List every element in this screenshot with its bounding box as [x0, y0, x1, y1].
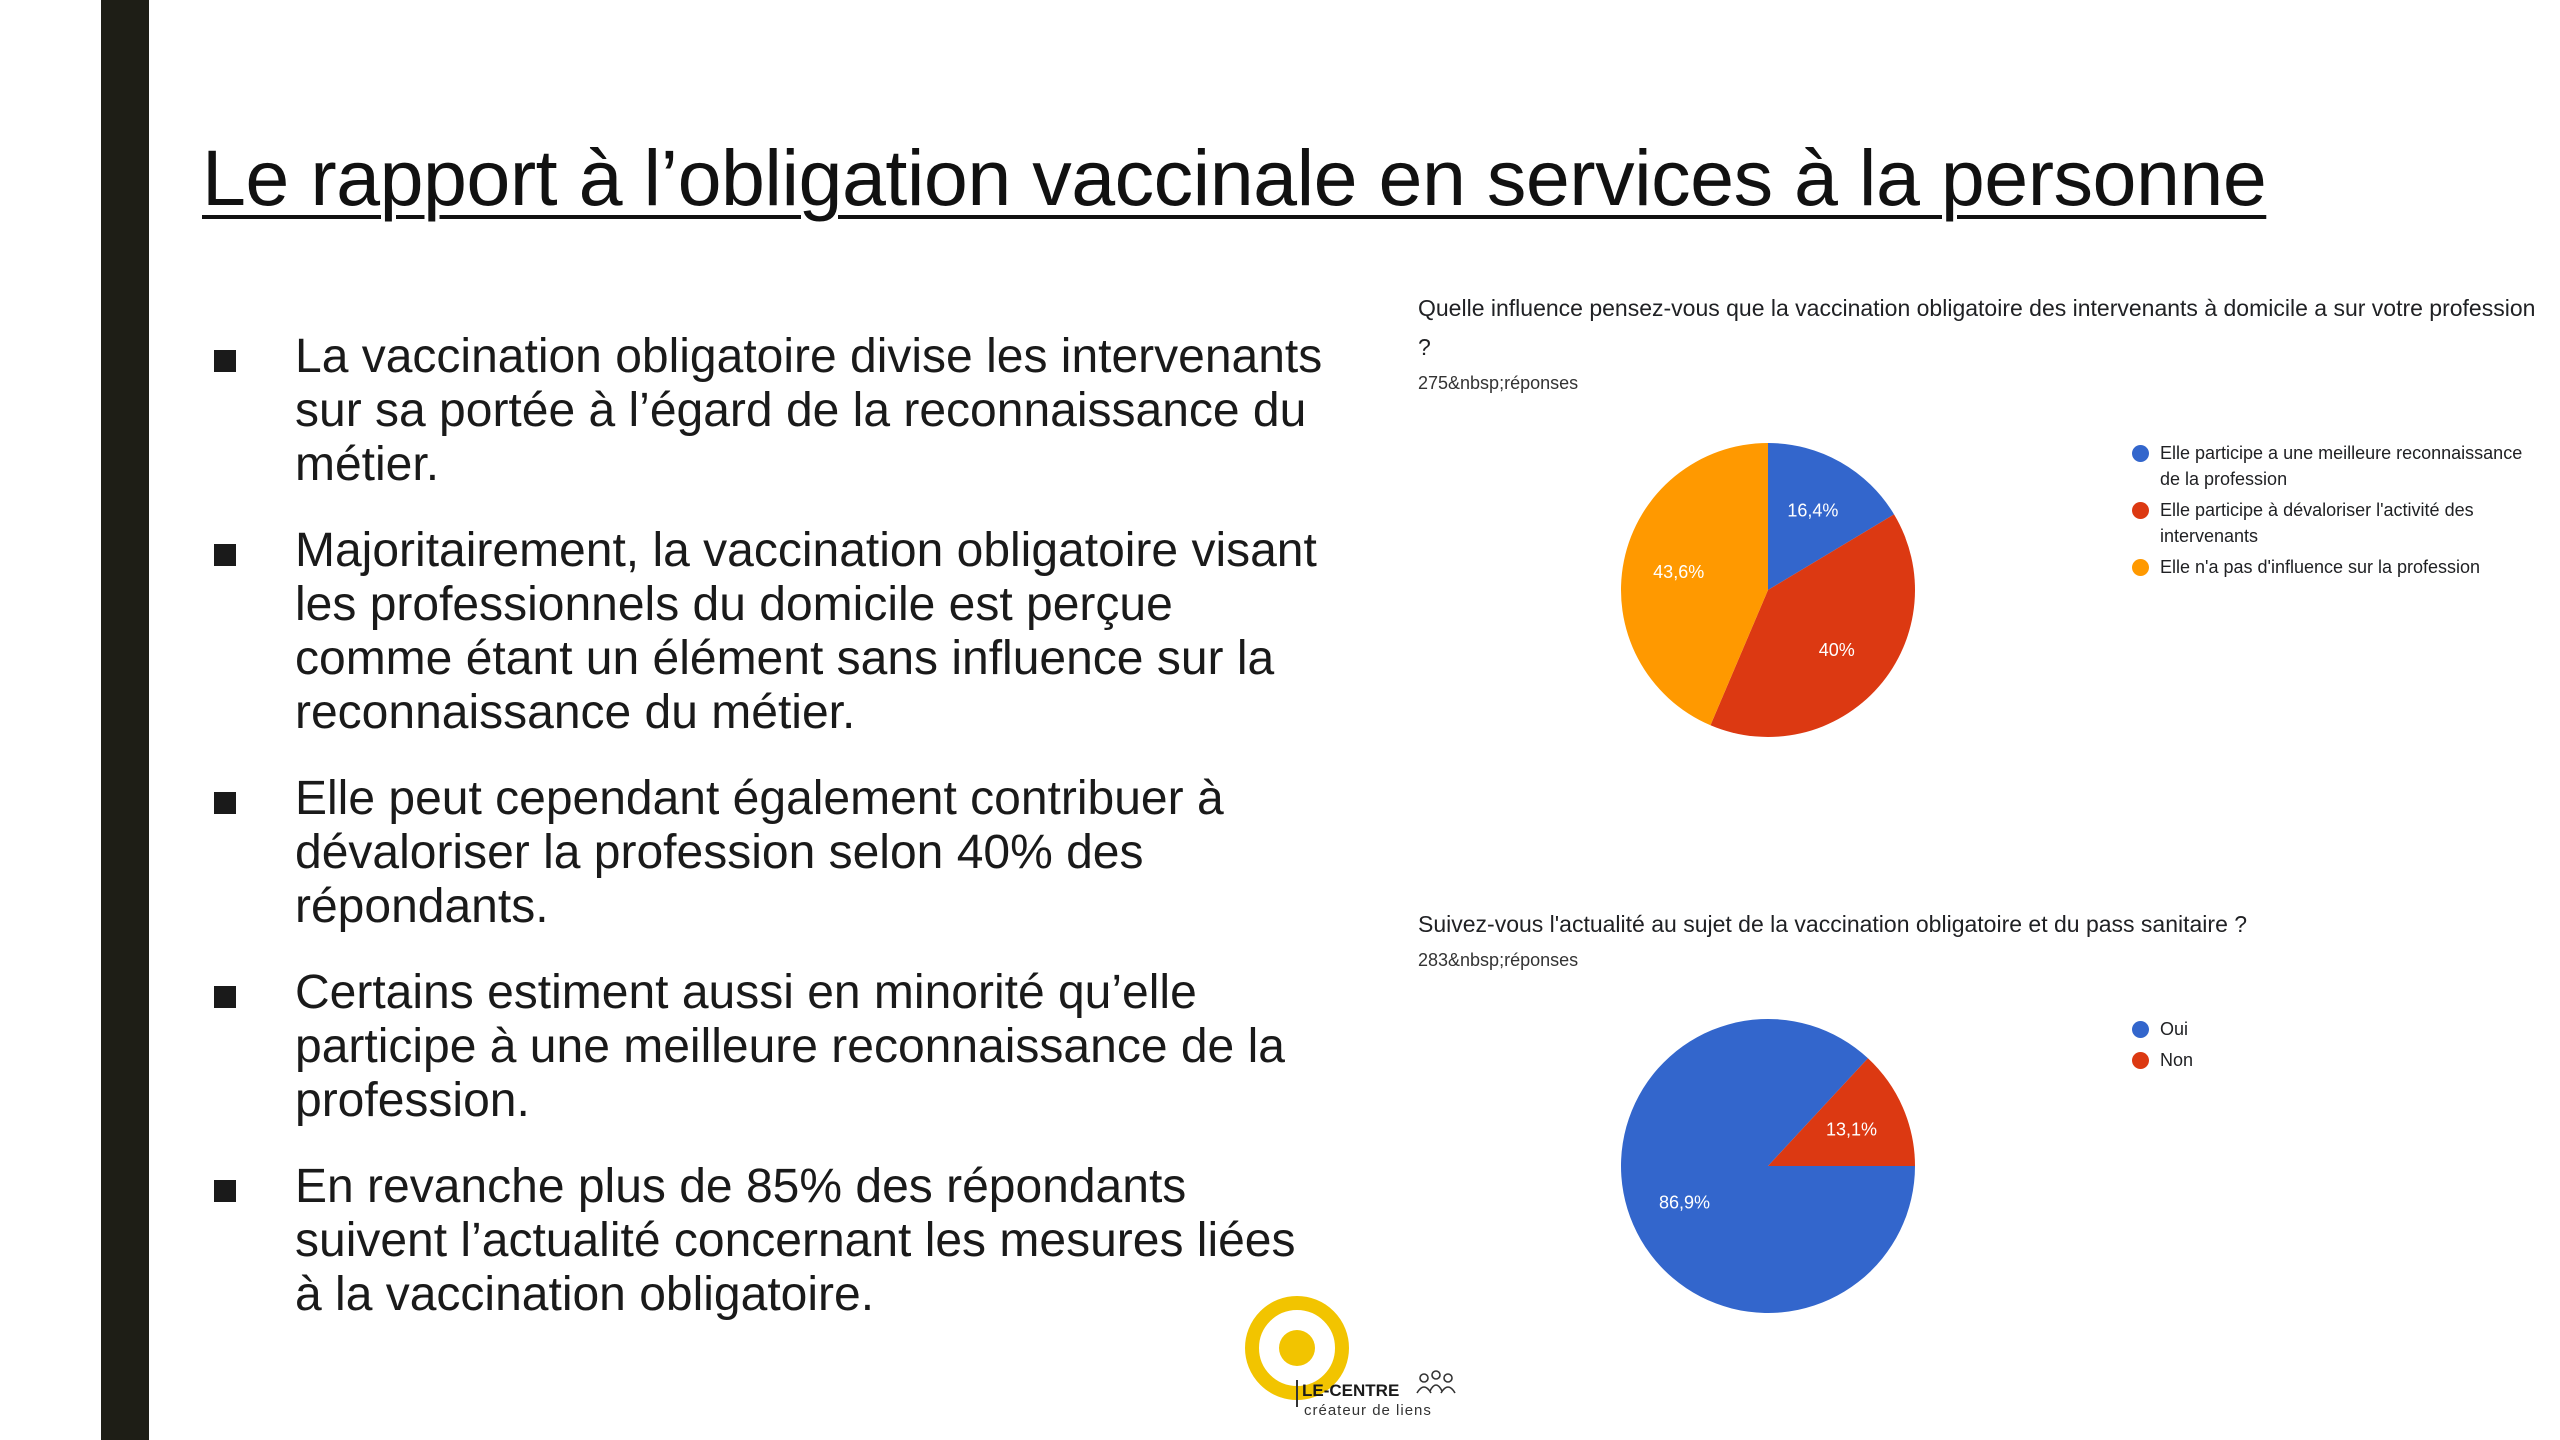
bullet-square-icon [214, 792, 236, 814]
influence-chart-panel [1418, 289, 2548, 394]
bullet-text: La vaccination obligatoire divise les intervenants sur sa portée à l’égard de la reconnaissance du métier. [295, 330, 1323, 491]
legend-item [2132, 1016, 2532, 1042]
bullet-square-icon [214, 1180, 236, 1202]
news-pie-chart [1618, 1016, 1918, 1316]
pie-slice-label: 43,6% [1653, 561, 1705, 582]
bullet-item [210, 772, 1330, 934]
side-accent-bar [101, 0, 149, 1440]
legend-swatch [2132, 1052, 2149, 1069]
legend-label: Elle participe à dévaloriser l'activité des intervenants [2160, 500, 2474, 546]
legend-item [2132, 554, 2532, 580]
bullet-square-icon [214, 986, 236, 1008]
chart-question: Suivez-vous l'actualité au sujet de la vaccination obligatoire et du pass sanitaire ? [1418, 911, 2248, 937]
logo-tagline: créateur de liens [1304, 1402, 1432, 1419]
bullet-square-icon [214, 544, 236, 566]
bullet-text: Majoritairement, la vaccination obligatoire visant les professionnels du domicile est perçue comme étant un élément sans influence sur la reconnaissance du métier. [295, 524, 1317, 739]
pie-slice-label: 40% [1818, 639, 1855, 660]
legend-swatch [2132, 502, 2149, 519]
legend-label: Elle n'a pas d'influence sur la profession [2160, 557, 2481, 577]
legend-item [2132, 440, 2532, 492]
legend-item [2132, 1047, 2532, 1073]
bullet-square-icon [214, 350, 236, 372]
bullet-item [210, 966, 1330, 1128]
bullet-text: En revanche plus de 85% des répondants suivent l’actualité concernant les mesures liées à la vaccination obligatoire. [295, 1160, 1296, 1321]
bullet-item [210, 330, 1330, 492]
legend-swatch [2132, 559, 2149, 576]
slide-title: Le rapport à l’obligation vaccinale en services à la personne [202, 133, 2267, 222]
pie-slice-label: 86,9% [1658, 1192, 1710, 1213]
logo-name: LE-CENTRE [1302, 1381, 1400, 1400]
legend-label: Elle participe a une meilleure reconnaissance de la profession [2160, 443, 2523, 489]
bullet-item [210, 1160, 1330, 1322]
legend-label: Non [2160, 1050, 2194, 1070]
chart-response-count: 275&nbsp;réponses [1418, 373, 1579, 393]
bullet-list [210, 330, 1330, 1354]
bullet-text: Certains estiment aussi en minorité qu’elle participe à une meilleure reconnaissance de la profession. [295, 966, 1285, 1127]
bullet-item [210, 524, 1330, 740]
news-chart-legend [2132, 1016, 2532, 1078]
legend-swatch [2132, 1021, 2149, 1038]
chart-response-count: 283&nbsp;réponses [1418, 950, 1579, 970]
news-chart-panel [1418, 905, 2548, 971]
pie-slice-label: 16,4% [1787, 500, 1839, 521]
pie-slice-label: 13,1% [1826, 1119, 1878, 1140]
chart-question: Quelle influence pensez-vous que la vaccination obligatoire des intervenants à domicile a sur votre profession ? [1418, 295, 2536, 360]
le-centre-logo [1242, 1295, 1462, 1425]
legend-label: Oui [2160, 1019, 2189, 1039]
bullet-text: Elle peut cependant également contribuer à dévaloriser la profession selon 40% des répondants. [295, 772, 1224, 933]
legend-item [2132, 497, 2532, 549]
logo-mark-icon [1242, 1295, 1462, 1425]
legend-swatch [2132, 445, 2149, 462]
influence-pie-chart [1618, 440, 1918, 740]
influence-chart-legend [2132, 440, 2532, 585]
